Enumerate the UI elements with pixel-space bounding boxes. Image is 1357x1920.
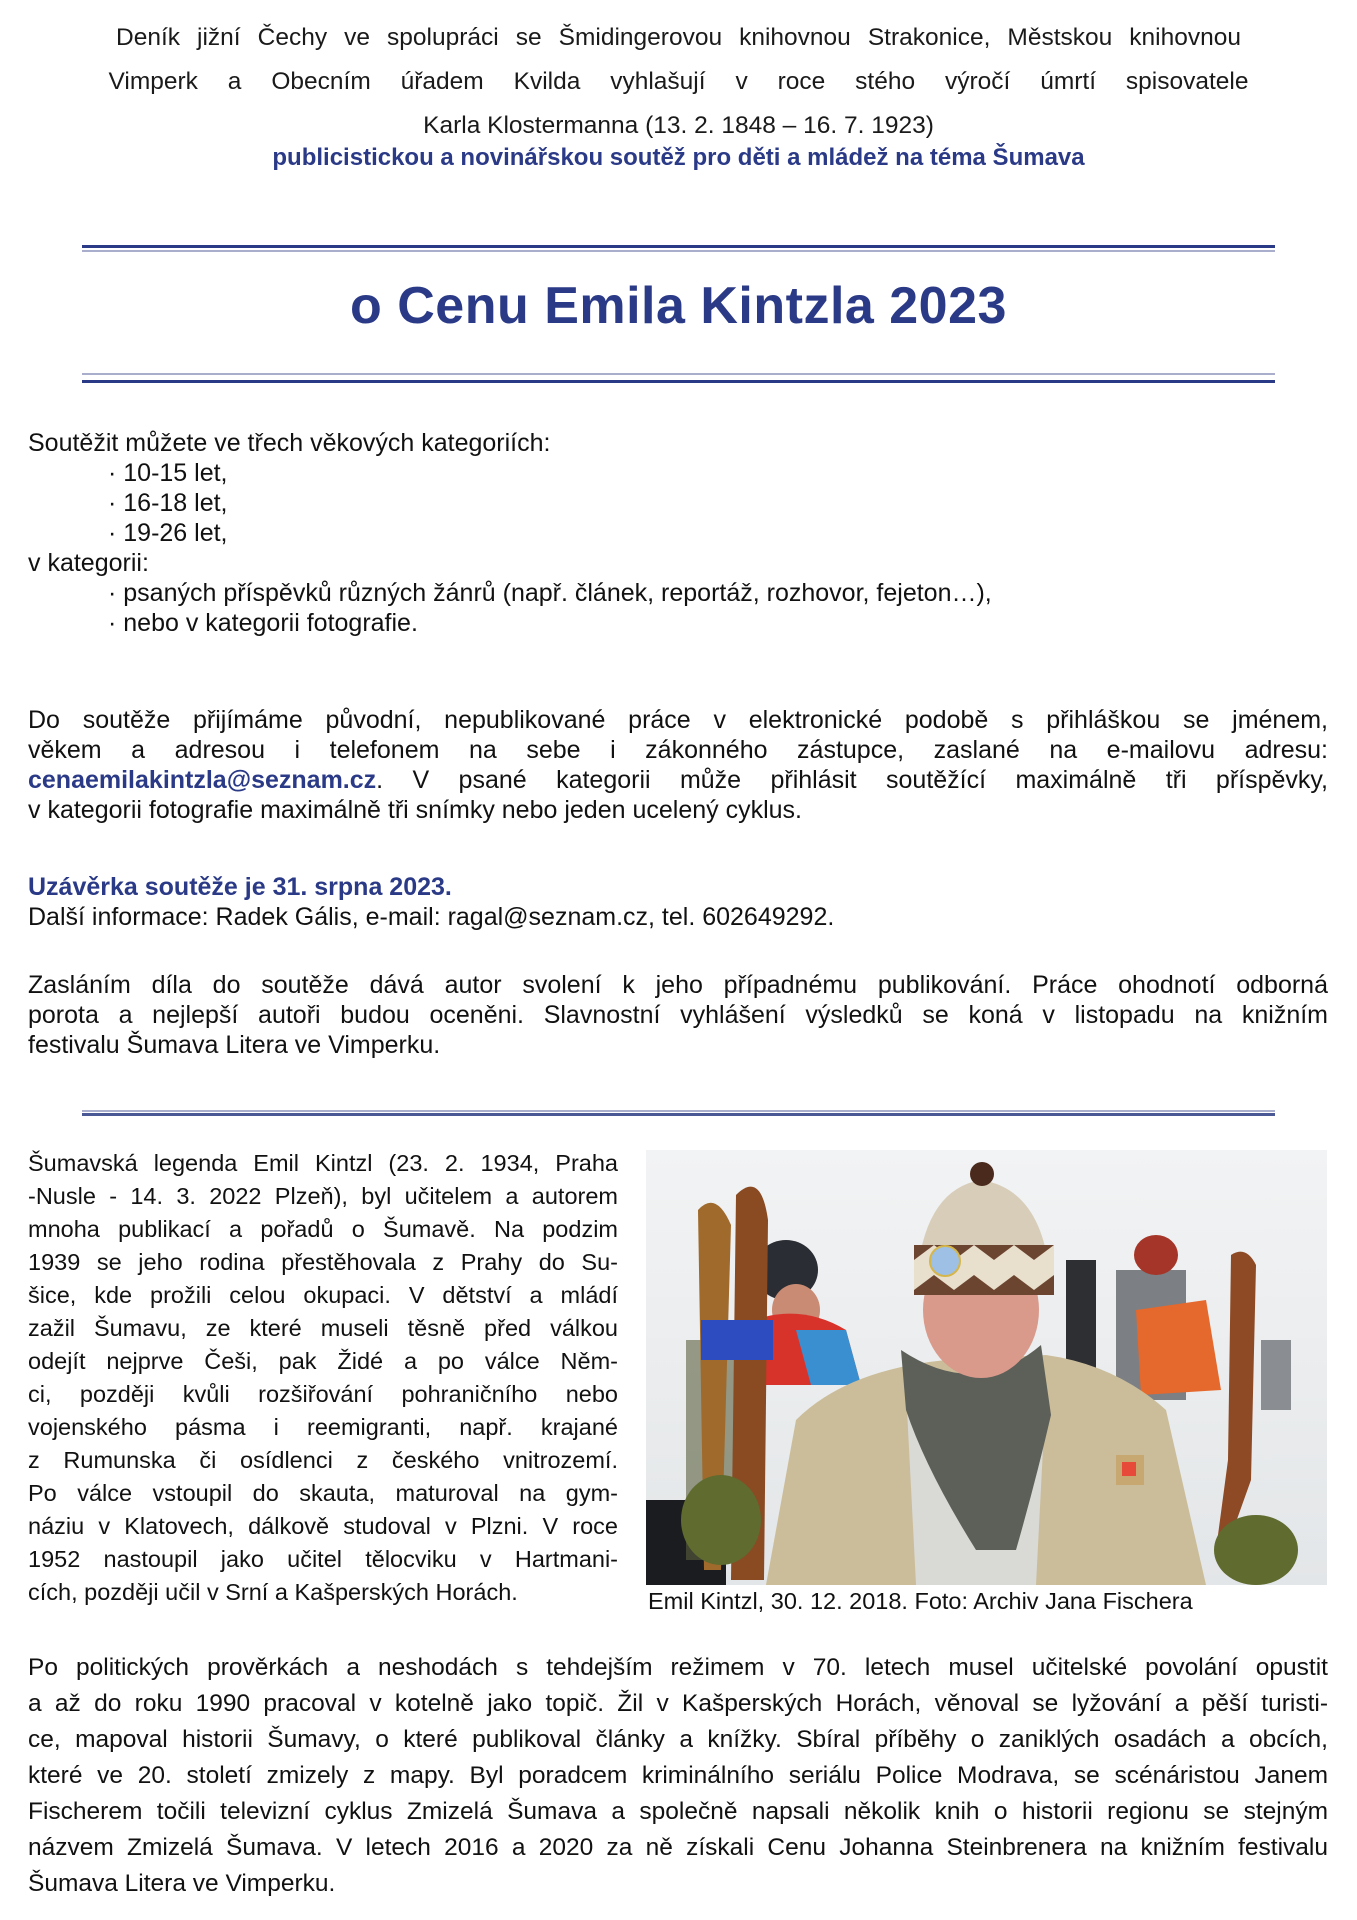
emil-kintzl-photo [646, 1150, 1327, 1585]
age-category-item: · 19-26 let, [108, 519, 228, 547]
bio-line: -Nusle - 14. 3. 2022 Plzeň), byl učitelem a autorem [28, 1183, 618, 1209]
bio-line: zažil Šumavu, ze které museli těsně před válkou [28, 1315, 618, 1341]
bio-continued-line: názvem Zmizelá Šumava. V letech 2016 a 2020 za ně získali Cenu Johanna Steinbrenera na knižním festivalu [28, 1834, 1328, 1861]
photo-caption: Emil Kintzl, 30. 12. 2018. Foto: Archiv Jana Fischera [648, 1588, 1193, 1614]
categories-section [28, 428, 1328, 638]
competition-subtitle: publicistickou a novinářskou soutěž pro děti a mládež na téma Šumava [272, 144, 1085, 171]
bio-continued-line: Šumava Litera ve Vimperku. [28, 1870, 336, 1897]
contact-info: Další informace: Radek Gális, e-mail: ragal@seznam.cz, tel. 602649292. [28, 903, 835, 931]
bio-line: 1952 nastoupil jako učitel tělocviku v Hartmani- [28, 1546, 618, 1572]
bio-continued-line: Po politických prověrkách a neshodách s tehdejším režimem v 70. letech musel učitelské povolání opustit [28, 1654, 1328, 1681]
bio-line: z Rumunska či osídlenci z českého vnitrozemí. [28, 1447, 618, 1473]
deadline-section [28, 872, 1328, 932]
submission-line-rest: . V psané kategorii může přihlásit soutěžící maximálně tři příspěvky, [376, 766, 1328, 794]
photo-illustration [646, 1150, 1327, 1585]
divider-top [82, 245, 1275, 255]
bio-line: Po válce vstoupil do skauta, maturoval na gym- [28, 1480, 618, 1506]
consent-line: festivalu Šumava Litera ve Vimperku. [28, 1031, 441, 1059]
bio-continued-line: a až do roku 1990 pracoval v kotelně jako topič. Žil v Kašperských Horách, věnoval se lyžování a pěší turisti- [28, 1690, 1328, 1717]
submission-line: věkem a adresou i telefonem na sebe i zákonného zástupce, zaslané na e-mailovu adresu: [28, 736, 1328, 764]
intro-line: Deník jižní Čechy ve spolupráci se Šmidingerovou knihovnou Strakonice, Městskou knihovnou [116, 24, 1241, 51]
bio-line: 1939 se jeho rodina přestěhovala z Prahy do Su- [28, 1249, 618, 1275]
contest-email-link[interactable]: cenaemilakintzla@seznam.cz [28, 766, 377, 794]
consent-line: porota a nejlepší autoři budou oceněni. Slavnostní vyhlášení výsledků se koná v listopadu na knižním [28, 1001, 1328, 1029]
biography-column [28, 1147, 618, 1609]
divider-under-title [82, 373, 1275, 383]
type-category-item: · nebo v kategorii fotografie. [108, 609, 418, 637]
type-category-item: · psaných příspěvků různých žánrů (např. článek, reportáž, rozhovor, fejeton…), [108, 579, 992, 607]
bio-continued-line: které ve 20. století zmizely z mapy. Byl poradcem kriminálního seriálu Police Modrava, se scénáristou Janem [28, 1762, 1328, 1789]
biography-continued [28, 1650, 1328, 1902]
age-category-item: · 10-15 let, [108, 459, 228, 487]
submission-line: Do soutěže přijímáme původní, nepublikované práce v elektronické podobě s přihláškou se jménem, [28, 706, 1328, 734]
type-categories-intro: v kategorii: [28, 549, 149, 577]
page-title: o Cenu Emila Kintzla 2023 [350, 277, 1007, 335]
bio-line: náziu v Klatovech, dálkově studoval v Plzni. V roce [28, 1513, 618, 1539]
intro-line: Karla Klostermanna (13. 2. 1848 – 16. 7. 1923) [423, 112, 934, 139]
bio-line: šice, kde prožili celou okupaci. V dětství a mládí [28, 1282, 618, 1308]
consent-paragraph [28, 970, 1328, 1060]
bio-line: cích, později učil v Srní a Kašperských Horách. [28, 1579, 518, 1605]
age-categories-intro: Soutěžit můžete ve třech věkových kategoriích: [28, 429, 551, 457]
consent-line: Zasláním díla do soutěže dává autor svolení k jeho případnému publikování. Práce ohodnotí odborná [28, 971, 1328, 999]
bio-continued-line: ce, mapoval historii Šumavy, o které publikoval články a knížky. Sbíral příběhy o zaniklých osadách a obcích, [28, 1726, 1328, 1753]
age-category-item: · 16-18 let, [108, 489, 228, 517]
intro-line: Vimperk a Obecním úřadem Kvilda vyhlašují v roce stého výročí úmrtí spisovatele [108, 68, 1249, 95]
submission-line: v kategorii fotografie maximálně tři snímky nebo jeden ucelený cyklus. [28, 796, 802, 824]
bio-line: mnoha publikací a pořadů o Šumavě. Na podzim [28, 1216, 618, 1242]
intro-header [40, 16, 1317, 148]
deadline-notice: Uzávěrka soutěže je 31. srpna 2023. [28, 873, 452, 901]
bio-line: odejít nejprve Češi, pak Židé a po válce Něm- [28, 1348, 618, 1374]
divider-middle [82, 1110, 1275, 1116]
bio-line: vojenského pásma i reemigranti, např. krajané [28, 1414, 618, 1440]
submission-line [28, 765, 1328, 795]
bio-line: ci, později kvůli rozšiřování pohraničního nebo [28, 1381, 618, 1407]
submission-paragraph [28, 705, 1328, 825]
bio-continued-line: Fischerem točili televizní cyklus Zmizelá Šumava a společně napsali několik knih o historii regionu se stejným [28, 1798, 1328, 1825]
bio-line: Šumavská legenda Emil Kintzl (23. 2. 1934, Praha [28, 1150, 618, 1176]
